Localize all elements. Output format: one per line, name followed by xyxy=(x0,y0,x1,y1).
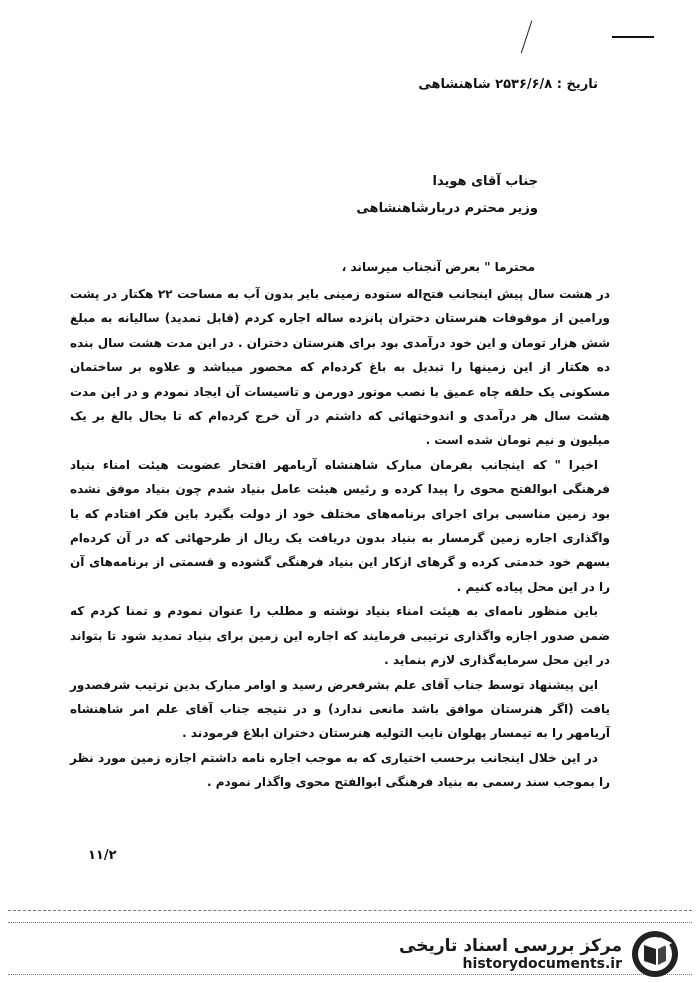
paragraph-3: باین منظور نامه‌ای به هیئت امناء بنیاد نوشته و مطلب را عنوان نمودم و تمنا کردم که ضمن صدور اجازه واگذاری ترتیبی فرمایند که اجاره این زمین برای بنیاد تمدید شود تا بتواند در این محل سرمایه‌گذاری لازم بنماید . xyxy=(70,604,610,668)
watermark-url: historydocuments.ir xyxy=(462,956,622,972)
watermark-text xyxy=(399,936,622,972)
watermark xyxy=(399,926,680,982)
paragraph-1: در هشت سال پیش اینجانب فتح‌اله ستوده زمینی بایر بدون آب به مساحت ۲۲ هکتار در پشت ورامین از موقوفات هنرستان دختران پانزده ساله اجاره کردم (قابل تمدید) سالیانه به مبلغ شش هزار تومان و این خود درآمدی بود برای هنرستان دختران . در این مدت هشت سال بنده ده هکتار از این زمینها را تبدیل به باغ کرده‌ام که محصور میباشد و علاوه بر ساختمان مسکونی یک حلقه چاه عمیق با نصب موتور دورمن و تاسیسات آن ایجاد نمودم و در این مدت هشت سال هر درآمدی و اندوختهائی که داشتم در آن خرج کرده‌ام که تا بحال بالغ بر یک میلیون و نیم تومان شده است . xyxy=(70,287,610,448)
page-number: ۱۱/۲ xyxy=(88,848,117,863)
pen-mark xyxy=(521,21,532,54)
paragraph-5: در این خلال اینجانب برحسب اختیاری که به موجب اجاره نامه داشتم اجازه زمین مورد نظر را بموجب سند رسمی به بنیاد فرهنگی ابوالفتح محوی واگذار نمودم . xyxy=(70,750,610,790)
divider xyxy=(8,910,692,911)
top-rule xyxy=(612,36,654,38)
watermark-title: مرکز بررسی اسناد تاریخی xyxy=(399,936,622,956)
recipient-name: جناب آقای هویدا xyxy=(432,174,538,189)
archive-logo-icon xyxy=(630,929,680,979)
recipient-title: وزیر محترم دربارشاهنشاهی xyxy=(356,201,538,216)
divider xyxy=(8,922,692,923)
date-line: تاریخ : ۲۵۳۶/۶/۸ شاهنشاهی xyxy=(418,77,598,92)
salutation: محترما " بعرض آنجناب میرساند ، xyxy=(341,260,535,274)
paragraph-2: اخیرا " که اینجانب بفرمان مبارک شاهنشاه آریامهر افتخار عضویت هیئت امناء بنیاد فرهنگی ابوالفتح محوی را پیدا کرده و رئیس هیئت عامل بنیاد شدم چون بنیاد موفق نشده بود زمین مناسبی برای اجرای برنامه‌های مختلف خود از دولت بگیرد باین فکر افتادم که با واگذاری اجاره زمین گرمسار به بنیاد بدون دریافت یک ریال از طرحهائی که در آن کرده‌ام بسهم خود خدمتی کرده و گرهای ازکار این بنیاد فرهنگی گشوده و قسمتی از برنامه‌های آن را در این محل پیاده کنیم . xyxy=(70,457,610,594)
paragraph-4: این پیشنهاد توسط جناب آقای علم بشرفعرض رسید و اوامر مبارک بدین ترتیب شرفصدور یافت (اگر هنرستان موافق باشد مانعی ندارد) و در نتیجه جناب آقای علم امر شاهنشاه آریامهر را به تیمسار پهلوان نایب التولیه هنرستان دختران ابلاغ فرمودند . xyxy=(70,677,610,741)
letter-body xyxy=(70,282,610,795)
